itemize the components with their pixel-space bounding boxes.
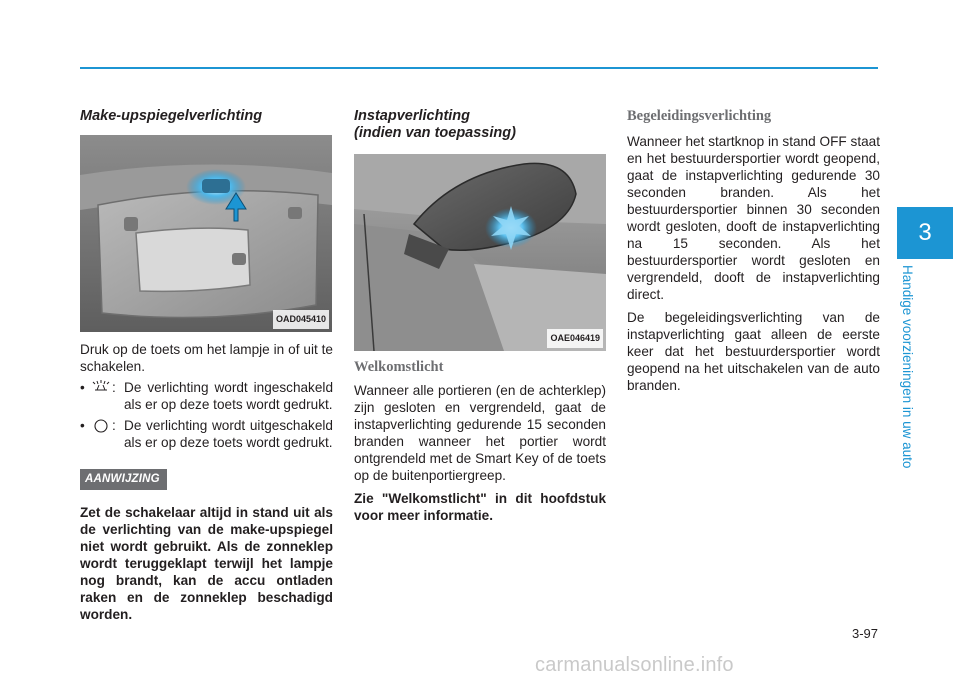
bullet-text-on: De verlichting wordt ingeschakeld als er op deze toets wordt gedrukt. bbox=[124, 380, 333, 412]
list-item: • : De verlichting wordt ingeschakeld als er op deze toets wordt gedrukt. bbox=[80, 380, 333, 412]
subsection-title-welcome-light: Welkomstlicht bbox=[354, 359, 444, 375]
note-text: Zet de schakelaar altijd in stand uit als de verlichting van de make-upspiegel niet wordt gebruikt. Als de zonneklep wordt teruggeklapt terwijl het lampje nog brandt, kan de accu ontladen raken en de zonneklep beschadigd worden. bbox=[80, 505, 333, 622]
reference-text: Zie "Welkomstlicht" in dit hoofdstuk voor meer informatie. bbox=[354, 491, 606, 523]
chapter-tab bbox=[897, 207, 953, 259]
header-rule bbox=[80, 67, 878, 69]
page-number: 3-97 bbox=[851, 626, 878, 641]
mirror-lamp-illustration bbox=[354, 154, 606, 351]
column-entry-light bbox=[354, 108, 606, 524]
section-title-vanity-light: Make-upspiegelverlichting bbox=[80, 108, 263, 124]
section-title-entry-light: Instapverlichting (indien van toepassing) bbox=[354, 108, 516, 141]
figure-code: OAE046419 bbox=[547, 329, 603, 348]
bullet-text-off: De verlichting wordt uitgeschakeld als er op deze toets wordt gedrukt. bbox=[124, 418, 333, 450]
column-vanity-light bbox=[80, 108, 333, 623]
figure-vanity-mirror bbox=[80, 135, 332, 332]
chapter-number: 3 bbox=[918, 219, 932, 246]
intro-text: Druk op de toets om het lampje in of uit te schakelen. bbox=[80, 342, 333, 374]
figure-mirror-puddle-lamp bbox=[354, 154, 606, 351]
note-badge: AANWIJZING bbox=[80, 469, 167, 490]
body-text: De begeleidingsverlichting van de instapverlichting gaat alleen de eerste keer dat het bestuurdersportier wordt geopend na het uitschakelen van de auto branden. bbox=[627, 310, 880, 393]
subsection-title-escort-light: Begeleidingsverlichting bbox=[627, 108, 772, 124]
column-escort-light bbox=[627, 108, 880, 394]
figure-code: OAD045410 bbox=[273, 310, 329, 329]
lamp-off-icon bbox=[90, 417, 112, 451]
body-text: Wanneer alle portieren (en de achterklep) zijn gesloten en vergrendeld, gaat de instapverlichting gedurende 15 seconden branden wanneer het portier wordt ontgrendeld met de Smart Key of de toets op de buitenportiergreep. bbox=[354, 383, 606, 483]
list-item: • : De verlichting wordt uitgeschakeld als er op deze toets wordt gedrukt. bbox=[80, 418, 333, 450]
chapter-title-vertical: Handige voorzieningen in uw auto bbox=[900, 265, 915, 469]
watermark: carmanualsonline.info bbox=[535, 654, 734, 676]
vanity-mirror-illustration bbox=[80, 135, 332, 332]
lamp-on-icon bbox=[90, 379, 112, 413]
body-text: Wanneer het startknop in stand OFF staat en het bestuurdersportier wordt geopend, gaat de instapverlichting gedurende 30 seconden branden. Als het bestuurdersportier binnen 30 seconden wordt gesloten, dooft de instapverlichting na 15 seconden. Als het bestuurdersportier wordt gesloten en vergrendeld, dooft de instapverlichting direct. bbox=[627, 134, 880, 302]
